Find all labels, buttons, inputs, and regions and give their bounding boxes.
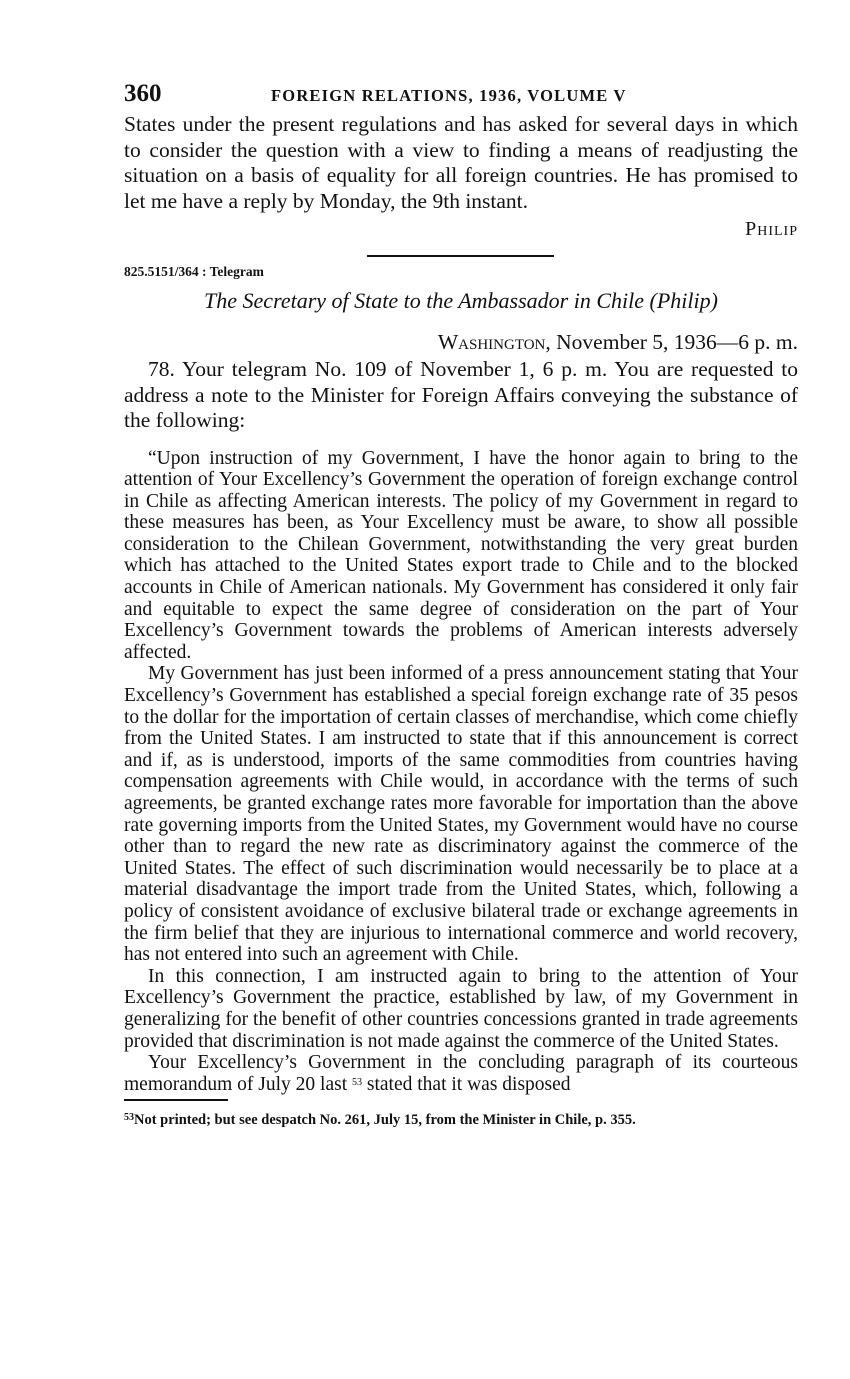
quoted-paragraph-last [124,1052,798,1095]
last-paragraph-text: Your Excellency’s Government in the concluding paragraph of its courteous memorandum of July 20 last [124,1052,798,1095]
document-heading-row [124,252,798,288]
quoted-paragraph: My Government has just been informed of a press announcement stating that Your Excellency’s Government has established a special foreign exchange rate of 35 pesos to the dollar for the importation of certain classes of merchandise, which come chiefly from the United States. I am instructed to state that if this announcement is correct and if, as is understood, imports of the same commodities from countries having compensation agreements with Chile would, in accordance with the terms of such agreements, be granted exchange rates more favorable for importation than the above rate governing imports from the United States, my Government would have no course other than to regard the new rate as discriminatory against the commerce of the United States. The effect of such discrimination would necessarily be to place at a material disadvantage the import trade from the United States, which, following a policy of consistent avoidance of exclusive bilateral trade or exchange agreements in the firm belief that they are injurious to international commerce and world recovery, has not entered into such an agreement with Chile. [124,663,798,966]
telegram-intro: 78. Your telegram No. 109 of November 1, 6 p. m. You are requested to address a note to the Minister for Foreign Affairs conveying the substance of the following: [124,357,798,432]
section-divider [367,255,554,257]
document-title: The Secretary of State to the Ambassador in Chile (Philip) [204,288,718,313]
file-reference: 825.5151/364 : Telegram [124,264,264,279]
quoted-paragraph: “Upon instruction of my Government, I have the honor again to bring to the attention of Your Excellency’s Government the operation of foreign exchange control in Chile as affecting American interests. The policy of my Government in regard to these measures has been, as Your Excellency must be aware, to show all possible consideration to the Chilean Government, notwithstanding the very great burden which has attached to the United States export trade to Chile and to the blocked accounts in Chile of American nationals. My Government has considered it only fair and equitable to expect the same degree of consideration on the part of Your Excellency’s Government towards the problems of American interests adversely affected. [124,447,798,663]
running-head: FOREIGN RELATIONS, 1936, VOLUME V [271,86,627,105]
footnote-reference: 53 [352,1076,363,1088]
dateline-place: Washington, [437,330,551,354]
dateline-date: November 5, 1936—6 p. m. [550,330,798,354]
page-header [124,78,798,112]
footnote-marker: 53 [124,1112,134,1124]
signature: Philip [745,218,798,240]
quoted-paragraph: In this connection, I am instructed again to bring to the attention of Your Excellency’s Government the practice, established by law, of my Government in generalizing for the benefit of other countries concessions granted in trade agreements provided that discrimination is not made against the commerce of the United States. [124,965,798,1052]
footnote [124,1111,798,1129]
page-number: 360 [124,80,162,107]
footnote-text: Not printed; but see despatch No. 261, July 15, from the Minister in Chile, p. 355. [134,1112,636,1129]
continuation-paragraph: States under the present regulations and has asked for several days in which to consider the question with a view to finding a means of readjusting the situation on a basis of equality for all foreign countries. He has promised to let me have a reply by Monday, the 9th instant. [124,112,798,213]
last-paragraph-continuation: stated that it was disposed [362,1073,571,1095]
document-page [124,78,798,1129]
footnote-divider [124,1099,228,1101]
dateline [124,330,798,357]
